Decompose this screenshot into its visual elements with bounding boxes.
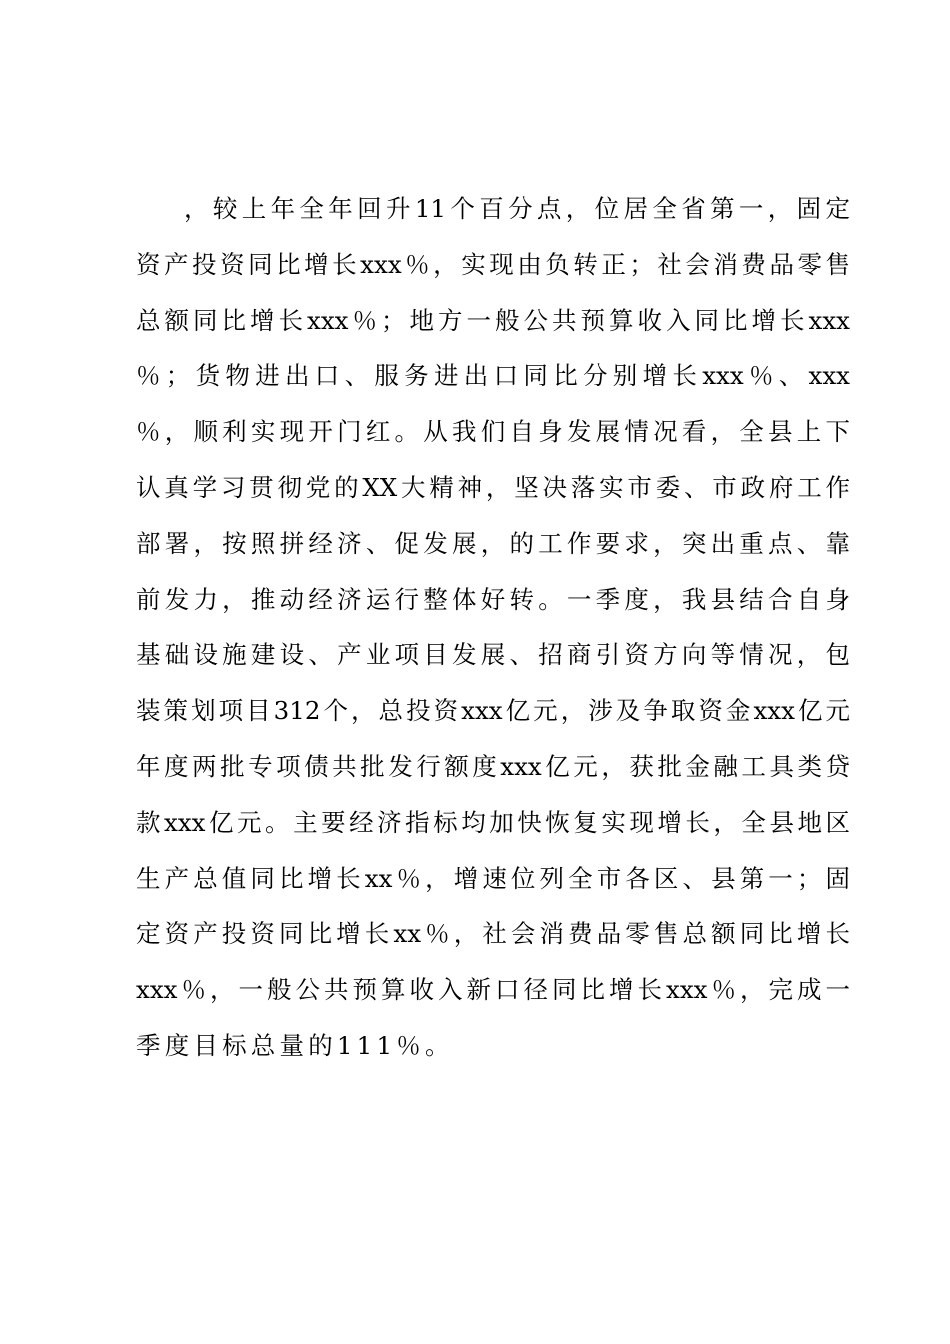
paragraph-line-2: 资产投资同比增长xxx％，实现由负转正；社会消费品零售	[136, 249, 850, 279]
paragraph-line-1: ，较上年全年回升11个百分点，位居全省第一，固定	[184, 194, 850, 223]
paragraph-line-7: 部署，按照拼经济、促发展，的工作要求，突出重点、靠	[136, 528, 850, 558]
paragraph-line-11: 年度两批专项债共批发行额度xxx亿元，获批金融工具类贷	[136, 751, 850, 781]
paragraph-line-8: 前发力，推动经济运行整体好转。一季度，我县结合自身	[136, 584, 850, 614]
paragraph-line-6: 认真学习贯彻党的XX大精神，坚决落实市委、市政府工作	[136, 472, 850, 502]
body-paragraph	[136, 181, 850, 1074]
paragraph-line-4: ％；货物进出口、服务进出口同比分别增长xxx％、xxx	[136, 361, 850, 391]
paragraph-line-3: 总额同比增长xxx％；地方一般公共预算收入同比增长xxx	[136, 305, 850, 335]
paragraph-line-16: 季度目标总量的111％。	[136, 1030, 454, 1060]
paragraph-line-9: 基础设施建设、产业项目发展、招商引资方向等情况，包	[136, 640, 850, 670]
paragraph-line-12: 款xxx亿元。主要经济指标均加快恢复实现增长，全县地区	[136, 807, 850, 837]
paragraph-line-14: 定资产投资同比增长xx％，社会消费品零售总额同比增长	[136, 919, 850, 949]
paragraph-line-13: 生产总值同比增长xx％，增速位列全市各区、县第一；固	[136, 863, 850, 893]
paragraph-line-5: ％，顺利实现开门红。从我们自身发展情况看，全县上下	[136, 417, 850, 447]
paragraph-line-10: 装策划项目312个，总投资xxx亿元，涉及争取资金xxx亿元	[136, 696, 850, 726]
paragraph-line-15: xxx％，一般公共预算收入新口径同比增长xxx％，完成一	[136, 975, 850, 1005]
